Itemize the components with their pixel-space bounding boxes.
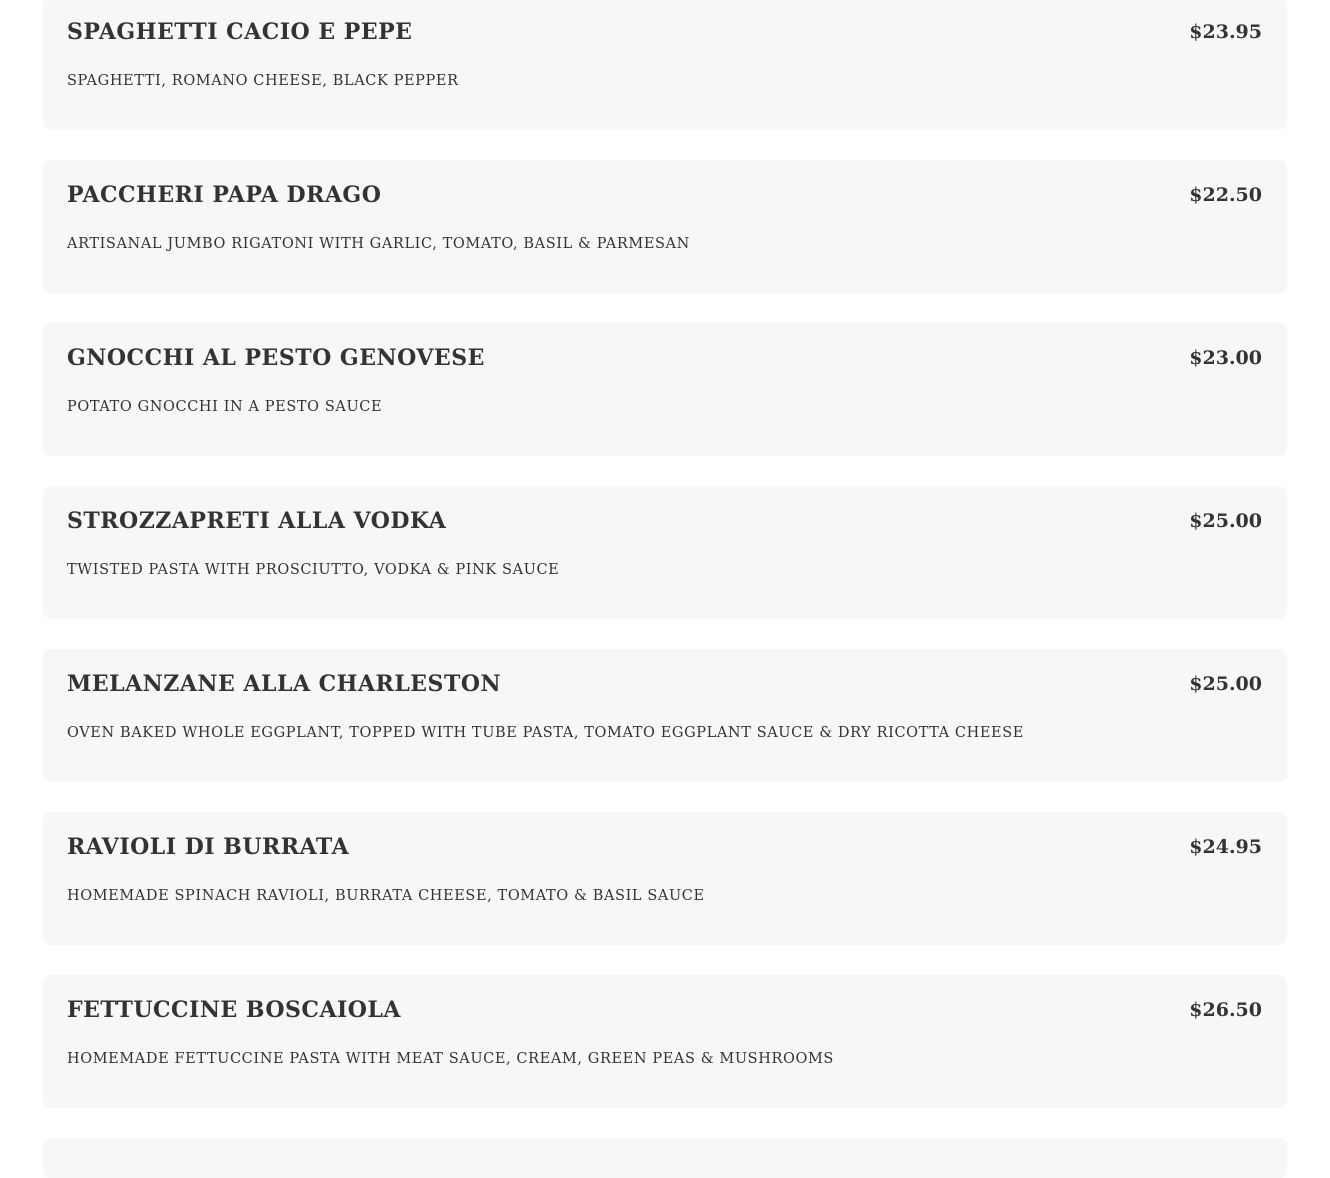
menu-item-card[interactable] [43,812,1287,945]
menu-item-card-partial[interactable] [43,1138,1287,1178]
menu-item-list [43,0,1287,1178]
menu-item-card[interactable] [43,0,1287,130]
menu-item-card[interactable] [43,649,1287,782]
menu-item-description: POTATO GNOCCHI IN A PESTO SAUCE [67,399,383,415]
menu-item-name: SPAGHETTI CACIO E PEPE [67,19,413,45]
menu-item-description: TWISTED PASTA WITH PROSCIUTTO, VODKA & PINK SAUCE [67,562,560,578]
menu-item-name: MELANZANE ALLA CHARLESTON [67,671,502,697]
menu-item-price: $24.95 [1189,836,1262,858]
menu-item-name: STROZZAPRETI ALLA VODKA [67,508,447,534]
menu-item-card[interactable] [43,486,1287,619]
menu-item-price: $26.50 [1189,999,1262,1021]
menu-item-name: FETTUCCINE BOSCAIOLA [67,997,402,1023]
menu-item-name: RAVIOLI DI BURRATA [67,834,350,860]
menu-item-description: ARTISANAL JUMBO RIGATONI WITH GARLIC, TOMATO, BASIL & PARMESAN [67,236,690,252]
menu-item-name: PACCHERI PAPA DRAGO [67,182,382,208]
menu-item-card[interactable] [43,975,1287,1108]
menu-item-price: $22.50 [1189,184,1262,206]
menu-item-name: GNOCCHI AL PESTO GENOVESE [67,345,485,371]
menu-item-price: $25.00 [1189,510,1262,532]
menu-item-card[interactable] [43,323,1287,456]
menu-item-description: OVEN BAKED WHOLE EGGPLANT, TOPPED WITH TUBE PASTA, TOMATO EGGPLANT SAUCE & DRY RICOTTA CHEESE [67,725,1024,741]
menu-item-card[interactable] [43,160,1287,293]
menu-item-description: HOMEMADE SPINACH RAVIOLI, BURRATA CHEESE, TOMATO & BASIL SAUCE [67,888,705,904]
menu-item-description: HOMEMADE FETTUCCINE PASTA WITH MEAT SAUCE, CREAM, GREEN PEAS & MUSHROOMS [67,1051,834,1067]
menu-item-price: $25.00 [1189,673,1262,695]
menu-item-price: $23.00 [1189,347,1262,369]
menu-item-description: SPAGHETTI, ROMANO CHEESE, BLACK PEPPER [67,73,459,89]
menu-item-price: $23.95 [1189,21,1262,43]
